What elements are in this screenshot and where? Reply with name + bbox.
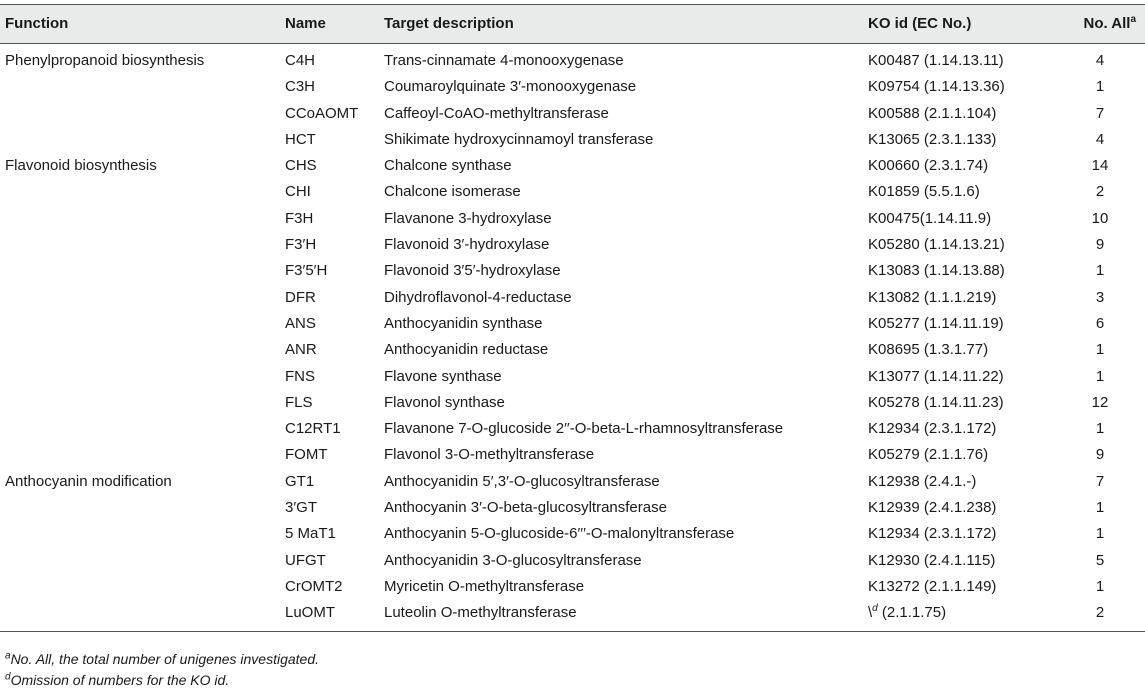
data-table [0,4,1145,632]
cell-ko-id: K00588 (2.1.1.104) [868,104,997,122]
cell-ko-id: K08695 (1.3.1.77) [868,341,989,359]
cell-target-description: Caffeoyl-CoAO-methyltransferase [384,104,609,122]
header-target-description: Target description [384,15,514,32]
cell-target-description: Anthocyanidin 5′,3′-O-glucosyltransferase [384,472,660,490]
cell-ko-id: K13077 (1.14.11.22) [868,367,1004,385]
cell-ko-id: K12934 (2.3.1.172) [868,420,997,438]
table-row [0,285,1145,311]
cell-no-all: 1 [1095,577,1105,595]
cell-no-all: 6 [1095,314,1105,332]
table-row [0,74,1145,100]
table-row [0,548,1145,574]
cell-target-description: Chalcone isomerase [384,183,521,201]
cell-no-all: 9 [1095,236,1105,254]
cell-no-all: 14 [1091,157,1109,175]
table-row [0,127,1145,153]
cell-target-description: Coumaroylquinate 3′-monooxygenase [384,78,637,96]
cell-target-description: Trans-cinnamate 4-monooxygenase [384,52,624,69]
cell-name: HCT [285,130,316,148]
cell-name: CHS [285,157,317,175]
table-row [0,258,1145,284]
cell-name: FNS [285,367,315,385]
cell-name: CCoAOMT [285,104,359,122]
cell-ko-id: K13083 (1.14.13.88) [868,262,1005,280]
cell-no-all: 1 [1095,499,1105,517]
cell-target-description: Flavone synthase [384,367,502,385]
cell-no-all: 3 [1095,288,1105,306]
cell-ko-id: K05278 (1.14.11.23) [868,393,1004,411]
header-ko-id: KO id (EC No.) [868,15,972,32]
table-row [0,206,1145,232]
table-row [0,364,1145,390]
cell-target-description: Flavonol synthase [384,393,505,411]
cell-name: F3′H [285,236,317,254]
cell-ko-id: K12938 (2.4.1.-) [868,472,977,490]
cell-target-description: Flavonoid 3′-hydroxylase [384,236,550,254]
footnote-mark: a [5,650,11,662]
header-name: Name [285,15,326,32]
cell-ko-id: K05280 (1.14.13.21) [868,236,1005,254]
cell-no-all: 1 [1095,78,1105,96]
cell-ko-id: K09754 (1.14.13.36) [868,78,1005,96]
footnote [5,649,319,670]
cell-no-all: 1 [1095,341,1105,359]
table-body [0,44,1145,632]
cell-function: Flavonoid biosynthesis [5,157,157,175]
cell-ko-id: K13082 (1.1.1.219) [868,288,997,306]
cell-ko-id: K13065 (2.3.1.133) [868,130,997,148]
cell-name: DFR [285,288,316,306]
cell-target-description: Flavonol 3-O-methyltransferase [384,446,595,464]
cell-name: F3H [285,209,314,227]
cell-ko-id: K00475(1.14.11.9) [868,209,992,227]
cell-ko-id: K13272 (2.1.1.149) [868,577,997,595]
cell-name: C3H [285,78,316,96]
cell-name: ANR [285,341,317,359]
cell-no-all: 1 [1095,367,1105,385]
table-row [0,48,1145,74]
header-no-all-footnote-mark: a [1130,14,1136,25]
cell-no-all: 12 [1091,393,1109,411]
cell-target-description: Shikimate hydroxycinnamoyl transferase [384,130,654,148]
table-row [0,390,1145,416]
header-function: Function [5,15,69,32]
cell-ko-id: K01859 (5.5.1.6) [868,183,980,201]
cell-name: LuOMT [285,604,336,622]
footnote-text: No. All, the total number of unigenes investigated. [10,651,320,667]
cell-function: Anthocyanin modification [5,472,172,490]
header-no-all-label: No. All [1083,15,1131,32]
table-row [0,232,1145,258]
footnote-mark: d [5,671,11,683]
table-row [0,521,1145,547]
table-row [0,442,1145,468]
cell-name: 3′GT [285,499,317,517]
cell-target-description: Flavanone 7-O-glucoside 2′′-O-beta-L-rhamnosyltransferase [384,420,784,438]
footnote [5,670,319,691]
cell-name: ANS [285,314,316,332]
cell-target-description: Anthocyanidin 3-O-glucosyltransferase [384,551,642,569]
cell-target-description: Anthocyanin 5-O-glucoside-6′′′-O-malonyltransferase [384,525,735,543]
cell-ko-id: K00487 (1.14.13.11) [868,52,1004,69]
table-footnotes [5,649,319,691]
cell-name: C4H [285,52,316,69]
cell-no-all: 5 [1095,551,1105,569]
table-header-row [0,4,1145,44]
cell-target-description: Luteolin O-methyltransferase [384,604,577,622]
cell-no-all: 7 [1095,472,1105,490]
cell-target-description: Chalcone synthase [384,157,512,175]
cell-ko-id: K12930 (2.4.1.115) [868,551,996,569]
footnote-text: Omission of numbers for the KO id. [10,672,230,688]
cell-function: Phenylpropanoid biosynthesis [5,52,205,69]
cell-target-description: Flavonoid 3′5′-hydroxylase [384,262,561,280]
cell-name: CrOMT2 [285,577,343,595]
header-no-all [1040,5,1140,43]
cell-target-description: Anthocyanidin synthase [384,314,543,332]
table-row [0,179,1145,205]
cell-no-all: 9 [1095,446,1105,464]
table-row [0,574,1145,600]
cell-ko-id: \$^d$ (2.1.1.75) [868,603,947,622]
cell-no-all: 1 [1095,262,1105,280]
table-row [0,495,1145,521]
table-row [0,337,1145,363]
table-row [0,416,1145,442]
cell-no-all: 10 [1091,209,1109,227]
cell-target-description: Anthocyanidin reductase [384,341,549,359]
cell-name: UFGT [285,551,326,569]
cell-no-all: 2 [1095,604,1105,622]
table-row [0,101,1145,127]
cell-no-all: 1 [1095,420,1105,438]
cell-ko-id: K05279 (2.1.1.76) [868,446,989,464]
cell-no-all: 4 [1095,130,1105,148]
cell-target-description: Myricetin O-methyltransferase [384,577,585,595]
cell-name: C12RT1 [285,420,341,438]
cell-target-description: Dihydroflavonol-4-reductase [384,288,572,306]
cell-ko-id: K00660 (2.3.1.74) [868,157,989,175]
cell-target-description: Flavanone 3-hydroxylase [384,209,552,227]
cell-target-description: Anthocyanin 3′-O-beta-glucosyltransferase [384,499,667,517]
table-row [0,469,1145,495]
cell-name: GT1 [285,472,315,490]
table-row [0,153,1145,179]
cell-name: CHI [285,183,311,201]
cell-name: 5 MaT1 [285,525,336,543]
cell-ko-id: K12939 (2.4.1.238) [868,499,997,517]
cell-no-all: 4 [1095,52,1105,69]
cell-name: FOMT [285,446,328,464]
cell-name: F3′5′H [285,262,328,280]
cell-ko-id: K12934 (2.3.1.172) [868,525,997,543]
table-row [0,311,1145,337]
cell-name: FLS [285,393,313,411]
cell-ko-id: K05277 (1.14.11.19) [868,314,1004,332]
table-row [0,600,1145,626]
cell-no-all: 7 [1095,104,1105,122]
cell-no-all: 1 [1095,525,1105,543]
cell-no-all: 2 [1095,183,1105,201]
